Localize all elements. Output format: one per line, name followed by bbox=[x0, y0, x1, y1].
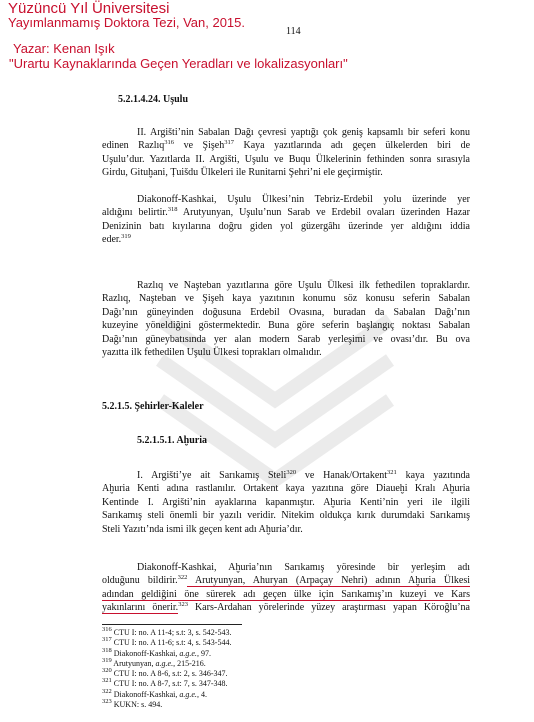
footnote: $^{323}$ KUKN: s. 494. bbox=[102, 698, 163, 710]
highlighted-text: yakınlarını önerir. bbox=[102, 602, 179, 614]
paragraph: Diakonoff-Kashkai, Aḫuria’nın Sarıkamış yöresinde bir yerleşim adı olduğunu bildirir.$^{322}$ Arutyunyan, Ahuryan (Arpaçay Nehri) adının Aḫuria Ülkesi adından geldiğini öne sürerek adı geçen ülke için Sarıkamış’ın kuzeyi ve Kars yakınlarını önerir.$^{323}$ Kars-Ardahan yörelerinde yüzey araştırması yapan Köroğlu’na bbox=[102, 562, 470, 614]
footnote: $^{320}$ CTU I: no. A 8-6, s.t: 2, s. 346-347. bbox=[102, 667, 228, 679]
section-heading: 5.2.1.5.1. Aḫuria bbox=[137, 435, 208, 446]
footnote: $^{319}$ Arutyunyan, a.g.e., 215-216. bbox=[102, 656, 206, 668]
footnote: $^{317}$ CTU I: no. A 11-6; s.t: 4, s. 543-544. bbox=[102, 636, 232, 648]
footnote: $^{321}$ CTU I: no. A 8-7, s.t: 7, s. 347-348. bbox=[102, 677, 228, 689]
highlighted-text: Arutyunyan, Ahuryan (Arpaçay Nehri) adının Aḫuria Ülkesi bbox=[187, 575, 470, 587]
footnote: $^{318}$ Diakonoff-Kashkai, a.g.e., 97. bbox=[102, 646, 211, 658]
paragraph: Diakonoff-Kashkai, Uşulu Ülkesi’nin Tebriz-Erdebil yolu üzerinde yer aldığını belirtir.$^{318}$ Arutyunyan, Uşulu’nun Sarab ve Erdebil ovaları üzerinden Hazar Denizinin batı kıyılarına doğru giden yol güzergâhı üzerinde yer aldığını iddia eder.$^{319}$ bbox=[102, 194, 470, 246]
thesis-info: Yayımlanmamış Doktora Tezi, Van, 2015. bbox=[8, 15, 245, 30]
footnote: $^{322}$ Diakonoff-Kashkai, a.g.e., 4. bbox=[102, 687, 207, 699]
highlighted-text: adından geldiğini öne sürerek adı geçen ülke için Sarıkamış’ın kuzeyi ve Kars bbox=[102, 588, 470, 600]
university-name: Yüzüncü Yıl Üniversitesi bbox=[8, 0, 170, 17]
footnotes bbox=[102, 628, 231, 710]
thesis-title: "Urartu Kaynaklarında Geçen Yeradları ve lokalizasyonları" bbox=[9, 56, 348, 71]
section-heading: 5.2.1.5. Şehirler-Kaleler bbox=[102, 401, 204, 412]
footnote: $^{316}$ CTU I: no. A 11-4; s.t: 3, s. 542-543. bbox=[102, 626, 232, 637]
author: Yazar: Kenan Işık bbox=[13, 41, 115, 56]
paragraph: Razlıq ve Naşteban yazıtlarına göre Uşulu Ülkesi ilk fethedilen topraklardır. Razlıq, Naşteban ve Şişeh kaya yazıtının konumu söz konusu seferin Sabalan Dağı’nın güneyinden doğusuna Erdebil Ovasına, buradan da Sabalan Dağı’nın kuzeyine yöneldiğini göstermektedir. Buna göre seferin başlangıç noktası Sabalan Dağı’nın güneybatısında yer alan modern Sarab yerleşimi ve ovası’dır. Bu ova yazıtta ilk fethedilen Uşulu Ülkesi toprakları olmalıdır. bbox=[102, 280, 470, 359]
footnote-divider bbox=[102, 624, 242, 625]
paragraph: I. Argišti’ye ait Sarıkamış Steli$^{320}$ ve Hanak/Ortakent$^{321}$ kaya yazıtında Aḫuria Kenti adına rastlanılır. Ortakent kaya yazıtına göre Diaueḫi Kralı Aḫuria Kentinde I. Argišti’nin ayaklarına kapanmıştır. Aḫuria Kenti’nin yeri ile ilgili Sarıkamış steli önemli bir yazılı veridir. Nitekim oldukça kırık durumdaki Sarıkamış Steli Yazıtı’nda ismi ilk geçen kent adı Aḫuria’dır. bbox=[102, 469, 470, 535]
page-number: 114 bbox=[286, 26, 301, 37]
section-heading: 5.2.1.4.24. Uşulu bbox=[118, 94, 189, 105]
paragraph: II. Argišti’nin Sabalan Dağı çevresi yaptığı çok geniş kapsamlı bir seferi konu edinen Razlıq$^{316}$ ve Şişeh$^{317}$ Kaya yazıtlarında adı geçen ülkelerden biri de Uşulu’dur. Yazıtlarda II. Argišti, Uşulu ve Buqu Ülkelerinin fethinden sonra sırasıyla Girdu, Gituḫani, Ṭuišdu Ülkeleri ile Runitarni Şehri’ni ele geçirmiştir. bbox=[102, 127, 471, 179]
